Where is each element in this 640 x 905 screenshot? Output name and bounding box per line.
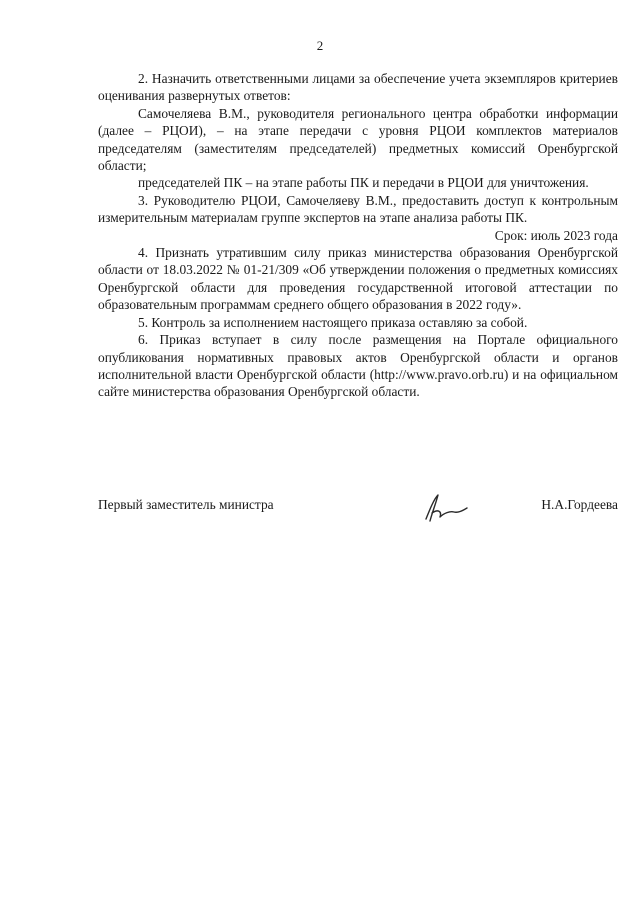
signature-block	[98, 497, 618, 537]
paragraph-responsible-pk: председателей ПК – на этапе работы ПК и передачи в РЦОИ для уничтожения.	[138, 175, 589, 191]
page-number: 2	[316, 38, 324, 53]
signatory-position: Первый заместитель министра	[98, 497, 274, 512]
paragraph-6: 6. Приказ вступает в силу после размещения на Портале официального опубликования нормативных правовых актов Оренбургской области и органов исполнительной власти Оренбургской области (http://www.pravo.orb.ru) и на официальном сайте министерства образования Оренбургской области.	[98, 332, 618, 400]
deadline-line: Срок: июль 2023 года	[494, 227, 618, 243]
paragraph-5: 5. Контроль за исполнением настоящего приказа оставляю за собой.	[138, 314, 528, 330]
paragraph-responsible-rcoi: Самочеляева В.М., руководителя регионального центра обработки информации (далее – РЦОИ), – на этапе передачи с уровня РЦОИ комплектов материалов председателям (заместителям председателей) предметных комиссий Оренбургской области;	[98, 105, 618, 174]
paragraph-2: 2. Назначить ответственными лицами за обеспечение учета экземпляров критериев оценивания развернутых ответов:	[98, 71, 618, 104]
signatory-name: Н.А.Гордеева	[541, 497, 618, 512]
document-body	[98, 70, 618, 401]
handwritten-signature	[420, 491, 470, 525]
paragraph-4: 4. Признать утратившим силу приказ министерства образования Оренбургской области от 18.03.2022 № 01-21/309 «Об утверждении положения о предметных комиссиях Оренбургской области для проведения государственной итоговой аттестации по образовательным программам среднего общего образования в 2022 году».	[98, 245, 618, 313]
paragraph-3: 3. Руководителю РЦОИ, Самочеляеву В.М., предоставить доступ к контрольным измерительным материалам группе экспертов на этапе анализа работы ПК.	[98, 192, 618, 226]
